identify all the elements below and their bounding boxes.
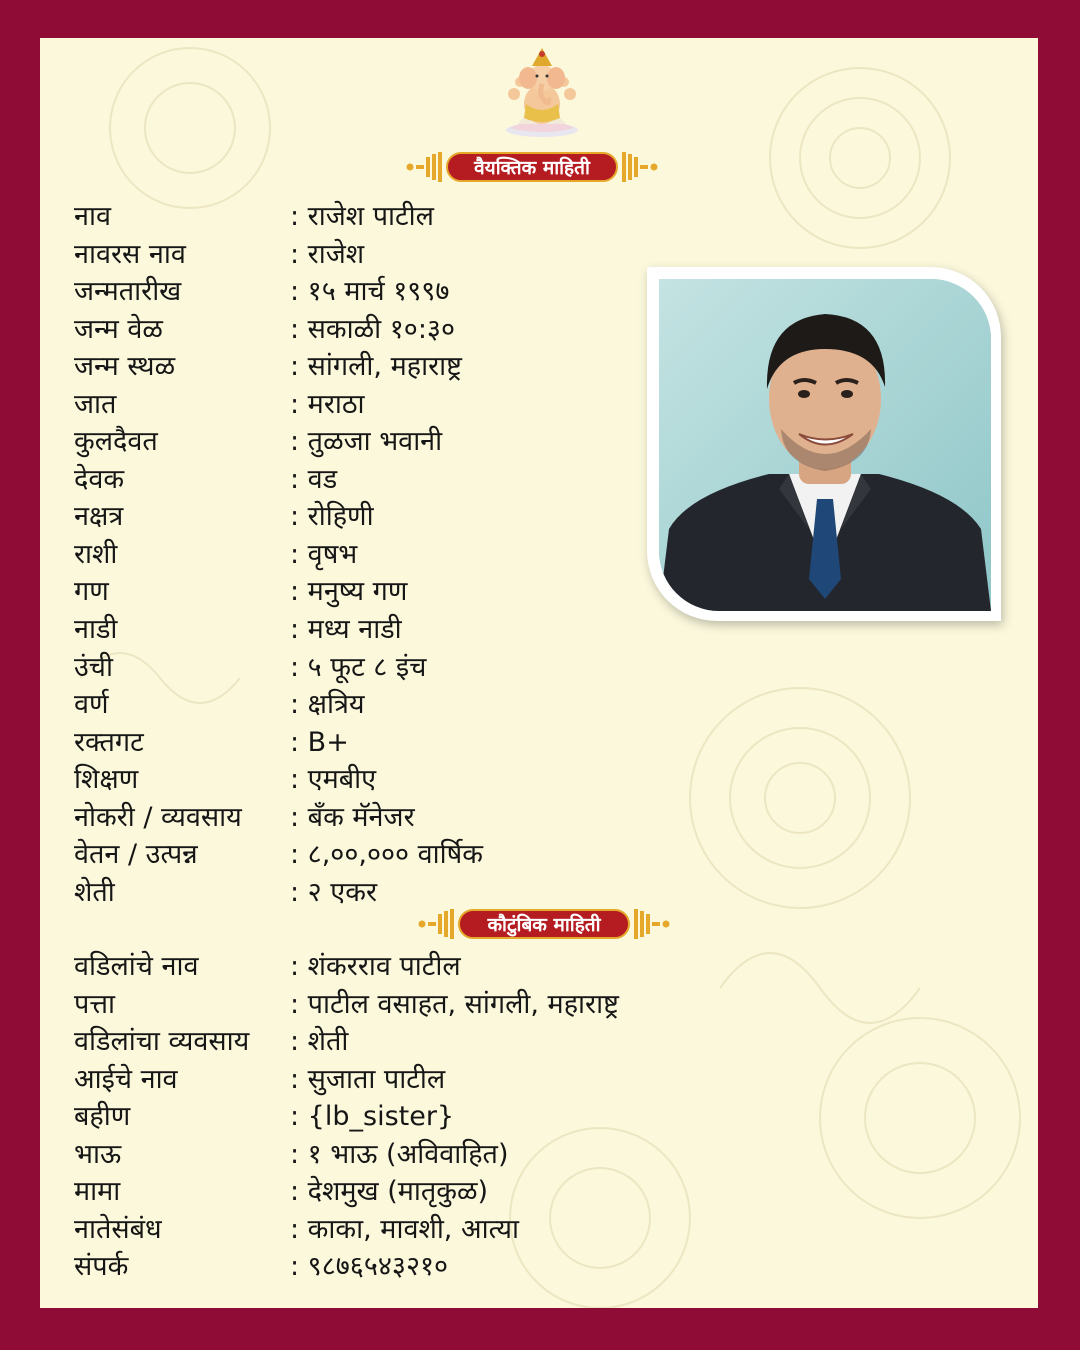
detail-value: : एमबीए	[290, 764, 377, 796]
detail-value: : B+	[290, 726, 349, 758]
detail-value: : रोहिणी	[290, 501, 374, 533]
detail-label: गण	[74, 576, 109, 608]
detail-label: वडिलांचे नाव	[74, 951, 199, 982]
detail-value: : शेती	[290, 1026, 349, 1058]
detail-value: : वड	[290, 463, 338, 495]
detail-value: : देशमुख (मातृकुळ)	[290, 1176, 489, 1208]
detail-label: उंची	[74, 651, 113, 683]
personal-section-banner	[406, 149, 658, 185]
detail-label: रक्तगट	[74, 726, 144, 758]
biodata-card	[40, 38, 1038, 1308]
detail-value: : राजेश पाटील	[290, 201, 434, 232]
detail-value: : ५ फूट ८ इंच	[290, 651, 427, 683]
person-portrait-icon	[659, 279, 991, 611]
detail-label: नाडी	[74, 614, 118, 646]
detail-value: : वृषभ	[290, 538, 358, 570]
family-section-banner	[418, 906, 670, 942]
detail-label: शेती	[74, 876, 115, 908]
detail-value: : पाटील वसाहत, सांगली, महाराष्ट्र	[290, 988, 619, 1020]
detail-label: राशी	[74, 538, 118, 570]
detail-value: : ८,००,००० वार्षिक	[290, 839, 484, 871]
profile-photo	[659, 279, 991, 611]
detail-label: वेतन / उत्पन्न	[74, 839, 198, 871]
detail-label: मामा	[74, 1176, 121, 1208]
detail-value: : ९८७६५४३२१०	[290, 1251, 449, 1283]
detail-label: नक्षत्र	[74, 501, 124, 533]
background-floral-pattern	[40, 38, 1038, 1308]
detail-value: : मराठा	[290, 388, 365, 420]
detail-label: नाव	[74, 201, 111, 232]
detail-label: शिक्षण	[74, 764, 139, 796]
family-section-title: कौटुंबिक माहिती	[458, 909, 630, 939]
ganesha-icon	[492, 44, 592, 140]
detail-value: : {lb_sister}	[290, 1101, 455, 1133]
detail-value: : सकाळी १०:३०	[290, 313, 456, 345]
detail-value: : २ एकर	[290, 876, 378, 908]
detail-label: देवक	[74, 463, 125, 495]
detail-label: जन्म वेळ	[74, 313, 163, 345]
detail-value: : १५ मार्च १९९७	[290, 276, 450, 308]
detail-label: जन्म स्थळ	[74, 351, 176, 383]
detail-label: संपर्क	[74, 1251, 129, 1283]
detail-value: : क्षत्रिय	[290, 689, 365, 721]
detail-label: भाऊ	[74, 1138, 122, 1170]
detail-value: : सुजाता पाटील	[290, 1063, 446, 1095]
detail-label: नावरस नाव	[74, 238, 186, 270]
detail-label: जात	[74, 388, 117, 420]
detail-label: जन्मतारीख	[74, 276, 182, 308]
detail-value: : तुळजा भवानी	[290, 426, 443, 458]
detail-value: : १ भाऊ (अविवाहित)	[290, 1138, 509, 1170]
detail-value: : मध्य नाडी	[290, 614, 402, 646]
detail-label: वडिलांचा व्यवसाय	[74, 1026, 250, 1058]
detail-label: बहीण	[74, 1101, 131, 1133]
detail-value: : सांगली, महाराष्ट्र	[290, 351, 462, 383]
detail-label: नातेसंबंध	[74, 1213, 162, 1245]
detail-value: : शंकरराव पाटील	[290, 951, 461, 982]
detail-value: : राजेश	[290, 238, 365, 270]
detail-label: आईचे नाव	[74, 1063, 178, 1095]
detail-label: पत्ता	[74, 988, 115, 1020]
detail-value: : काका, मावशी, आत्या	[290, 1213, 520, 1245]
profile-photo-frame	[647, 267, 1001, 621]
detail-label: कुलदैवत	[74, 426, 158, 458]
detail-value: : बँक मॅनेजर	[290, 801, 415, 833]
detail-label: वर्ण	[74, 689, 109, 721]
detail-label: नोकरी / व्यवसाय	[74, 801, 242, 833]
personal-section-title: वैयक्तिक माहिती	[446, 152, 618, 182]
detail-value: : मनुष्य गण	[290, 576, 408, 608]
